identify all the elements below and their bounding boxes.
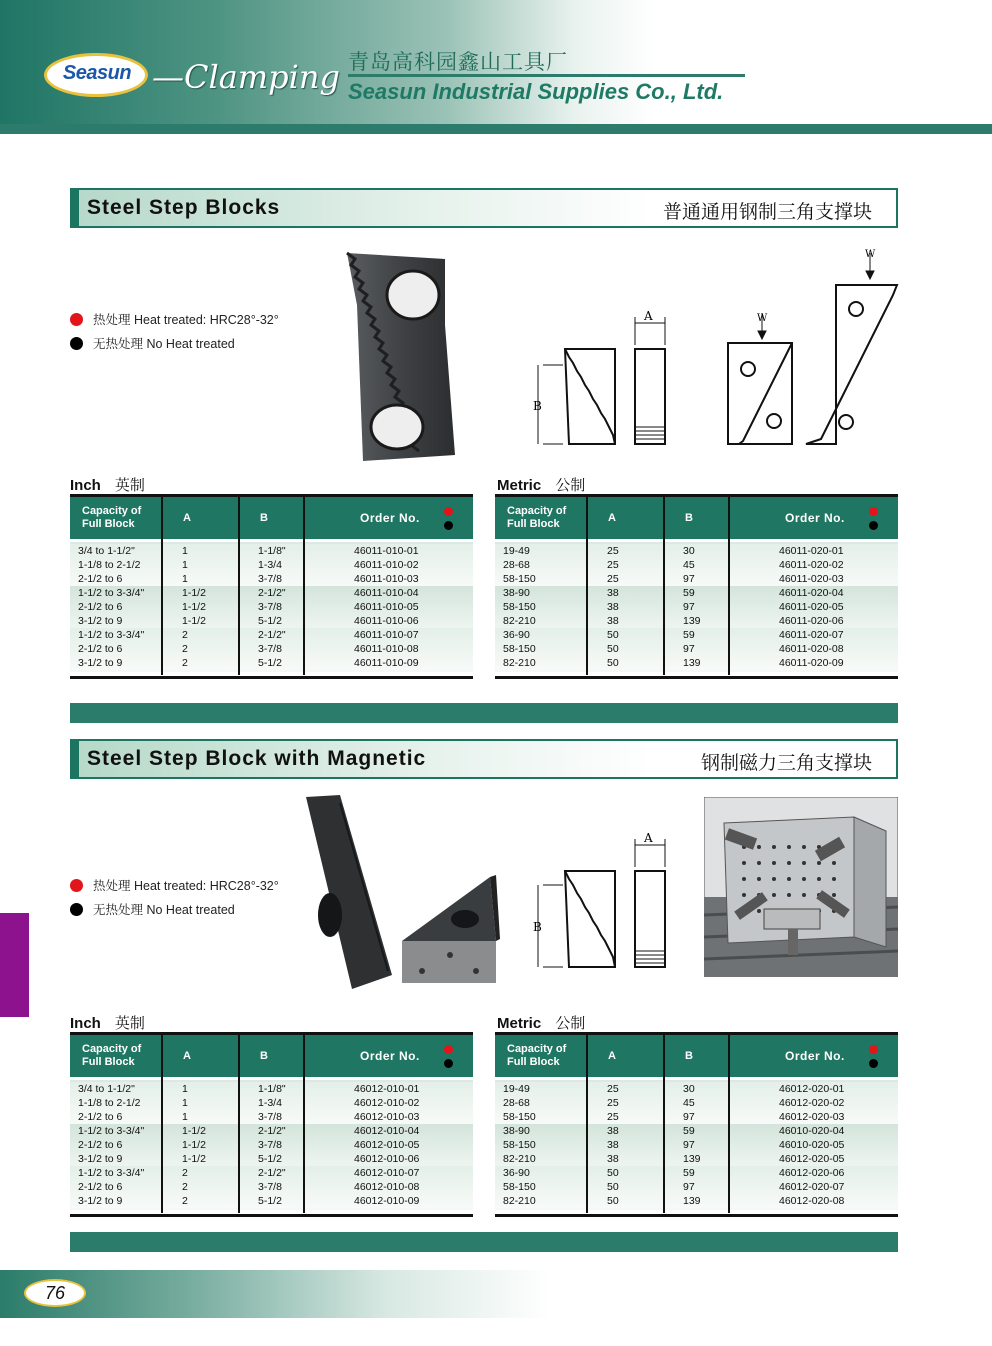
page-number: 76 [24,1279,86,1307]
cell-cap: 3-1/2 to 9 [78,615,123,627]
cell-a: 25 [607,1111,619,1123]
cell-b: 97 [683,1139,695,1151]
cell-cap: 2-1/2 to 6 [78,643,123,655]
header-capacity: Capacity of Full Block [82,1043,142,1068]
section-divider-bar [70,703,898,723]
table-row [70,656,473,670]
cell-order: 46011-010-04 [354,587,419,599]
cell-b: 2-1/2" [258,629,286,641]
cell-order: 46011-010-08 [354,643,419,655]
cell-b: 3-7/8 [258,1181,282,1193]
cell-a: 2 [182,1195,188,1207]
cell-cap: 58-150 [503,643,536,655]
cell-b: 3-7/8 [258,601,282,613]
table-header [495,494,898,539]
cell-order: 46012-010-05 [354,1139,420,1151]
column-separator [728,497,730,675]
cell-order: 46012-010-04 [354,1125,420,1137]
table-row [70,1138,473,1152]
table-row [495,614,898,628]
load-w-label: W [757,313,768,324]
cell-a: 1-1/2 [182,1153,206,1165]
company-name-cn: 青岛高科园鑫山工具厂 [348,51,568,74]
cell-a: 1-1/2 [182,587,206,599]
cell-b: 97 [683,601,695,613]
cell-order: 46011-020-05 [779,601,844,613]
table-row [495,656,898,670]
cell-cap: 58-150 [503,1139,536,1151]
cell-a: 2 [182,1167,188,1179]
cell-cap: 2-1/2 to 6 [78,573,123,585]
cell-a: 38 [607,1139,619,1151]
legend-not-heat-treated: 无热处理 No Heat treated [93,903,235,917]
cell-b: 5-1/2 [258,1153,282,1165]
cell-cap: 1-1/8 to 2-1/2 [78,1097,141,1109]
cell-cap: 3-1/2 to 9 [78,1195,123,1207]
cell-order: 46012-010-02 [354,1097,420,1109]
table-row [70,1152,473,1166]
cell-a: 2 [182,1181,188,1193]
table-row [70,586,473,600]
table-bottom-rule [70,676,473,679]
cell-order: 46012-020-01 [779,1083,845,1095]
cell-b: 3-7/8 [258,1111,282,1123]
header-order-no: Order No. [785,1049,845,1063]
cell-order: 46011-010-05 [354,601,419,613]
section-title-cn: 普通通用钢制三角支撑块 [662,202,872,223]
table-row [70,1082,473,1096]
column-separator [663,497,665,675]
table-row [495,1152,898,1166]
cell-b: 1-3/4 [258,1097,282,1109]
cell-a: 50 [607,629,619,641]
cell-cap: 2-1/2 to 6 [78,601,123,613]
header-capacity: Capacity of Full Block [507,1043,567,1068]
black-dot-icon [444,521,453,530]
cell-order: 46012-010-07 [354,1167,420,1179]
cell-cap: 1-1/2 to 3-3/4" [78,587,145,599]
cell-a: 2 [182,657,188,669]
cell-a: 1 [182,1111,188,1123]
cell-order: 46011-010-02 [354,559,419,571]
red-dot-icon [444,1045,453,1054]
cell-cap: 1-1/2 to 3-3/4" [78,1125,145,1137]
cell-cap: 58-150 [503,1111,536,1123]
table-bottom-rule [495,676,898,679]
cell-a: 38 [607,1153,619,1165]
red-dot-icon [70,879,83,892]
cell-b: 59 [683,587,695,599]
dim-a-label: A [644,831,653,845]
brand-logo-text: Seasun [62,62,132,84]
cell-order: 46011-020-09 [779,657,844,669]
table-row [495,600,898,614]
table-header [70,1032,473,1077]
load-w-label-2: W [865,249,876,260]
table-row [495,1138,898,1152]
cell-a: 50 [607,1167,619,1179]
column-separator [238,1035,240,1213]
cell-b: 139 [683,657,701,669]
cell-b: 97 [683,643,695,655]
header-capacity: Capacity of Full Block [82,505,142,530]
cell-b: 45 [683,559,695,571]
cell-a: 1 [182,573,188,585]
magnetic-step-block-photo [300,795,510,995]
cell-order: 46011-010-07 [354,629,419,641]
header-b: B [685,512,693,524]
black-dot-icon [444,1059,453,1068]
cell-b: 45 [683,1097,695,1109]
black-dot-icon [70,903,83,916]
cell-cap: 3/4 to 1-1/2" [78,545,135,557]
table-header [495,1032,898,1077]
table-row [495,1180,898,1194]
cell-cap: 2-1/2 to 6 [78,1139,123,1151]
section-title-steel-step-blocks [70,188,898,228]
cell-b: 139 [683,1153,701,1165]
table-row [70,1110,473,1124]
cell-cap: 1-1/2 to 3-3/4" [78,1167,145,1179]
cell-a: 25 [607,559,619,571]
cell-cap: 3/4 to 1-1/2" [78,1083,135,1095]
application-photo [704,797,898,977]
metric-label: Metric 公制 [497,1015,586,1032]
cell-a: 1-1/2 [182,601,206,613]
table-row [495,586,898,600]
column-separator [303,1035,305,1213]
cell-b: 59 [683,629,695,641]
section-title-en: Steel Step Blocks [87,196,281,219]
cell-a: 25 [607,545,619,557]
cell-order: 46011-010-06 [354,615,419,627]
cell-order: 46012-010-03 [354,1111,420,1123]
cell-a: 25 [607,573,619,585]
table-bottom-rule [495,1214,898,1217]
cell-order: 46012-010-09 [354,1195,420,1207]
table-inch-steel-step-blocks [70,494,473,672]
cell-a: 38 [607,615,619,627]
table-row [70,1166,473,1180]
cell-order: 46010-020-05 [779,1139,845,1151]
cell-order: 46010-020-04 [779,1125,845,1137]
cell-cap: 2-1/2 to 6 [78,1181,123,1193]
table-row [70,1124,473,1138]
cell-a: 1-1/2 [182,1139,206,1151]
table-row [70,572,473,586]
legend-heat-treated: 热处理 Heat treated: HRC28°-32° [93,879,279,893]
cell-b: 2-1/2" [258,587,286,599]
cell-cap: 82-210 [503,1153,536,1165]
cell-a: 1 [182,1097,188,1109]
cell-cap: 3-1/2 to 9 [78,1153,123,1165]
red-dot-icon [444,507,453,516]
cell-order: 46011-020-08 [779,643,844,655]
header-a: A [183,512,191,524]
header-b: B [685,1050,693,1062]
black-dot-icon [869,521,878,530]
black-dot-icon [869,1059,878,1068]
header-order-no: Order No. [360,1049,420,1063]
cell-a: 1 [182,545,188,557]
cell-cap: 3-1/2 to 9 [78,657,123,669]
cell-a: 38 [607,1125,619,1137]
column-separator [728,1035,730,1213]
cell-order: 46012-020-03 [779,1111,845,1123]
cell-order: 46011-020-03 [779,573,844,585]
cell-b: 1-1/8" [258,1083,286,1095]
company-name-en: Seasun Industrial Supplies Co., Ltd. [348,79,724,104]
cell-b: 3-7/8 [258,573,282,585]
cell-order: 46012-020-02 [779,1097,845,1109]
table-row [495,1124,898,1138]
dim-b-label: B [533,399,542,413]
cell-order: 46012-010-01 [354,1083,420,1095]
table-row [495,572,898,586]
cell-b: 2-1/2" [258,1167,286,1179]
cell-order: 46011-020-06 [779,615,844,627]
inch-label: Inch 英制 [70,477,145,494]
black-dot-icon [70,337,83,350]
cell-a: 1-1/2 [182,615,206,627]
header-order-no: Order No. [785,511,845,525]
cell-order: 46011-020-04 [779,587,844,599]
cell-b: 97 [683,1111,695,1123]
table-body [70,542,473,672]
cell-b: 30 [683,545,695,557]
cell-order: 46011-020-01 [779,545,844,557]
table-row [495,544,898,558]
table-row [495,642,898,656]
table-row [70,628,473,642]
cell-order: 46011-010-03 [354,573,419,585]
table-row [495,1096,898,1110]
metric-label: Metric 公制 [497,477,586,494]
header-capacity: Capacity of Full Block [507,505,567,530]
cell-cap: 28-68 [503,1097,530,1109]
cell-b: 1-1/8" [258,545,286,557]
cell-cap: 58-150 [503,601,536,613]
cell-cap: 1-1/2 to 3-3/4" [78,629,145,641]
section-divider-bar [70,1232,898,1252]
cell-cap: 1-1/8 to 2-1/2 [78,559,141,571]
column-separator [303,497,305,675]
cell-a: 1 [182,559,188,571]
header-order-no: Order No. [360,511,420,525]
table-row [70,1194,473,1208]
cell-cap: 38-90 [503,1125,530,1137]
cell-a: 50 [607,643,619,655]
cell-b: 5-1/2 [258,1195,282,1207]
header-a: A [608,1050,616,1062]
table-row [495,558,898,572]
header-b: B [260,1050,268,1062]
heat-treatment-legend [70,873,279,921]
cell-cap: 28-68 [503,559,530,571]
inch-label: Inch 英制 [70,1015,145,1032]
table-header [70,494,473,539]
cell-cap: 19-49 [503,1083,530,1095]
cell-b: 97 [683,573,695,585]
column-separator [663,1035,665,1213]
table-bottom-rule [70,1214,473,1217]
cell-cap: 36-90 [503,629,530,641]
heat-treatment-legend [70,307,279,355]
table-inch-magnetic-step-block [70,1032,473,1210]
table-row [495,628,898,642]
column-separator [161,497,163,675]
cell-cap: 82-210 [503,1195,536,1207]
cell-b: 59 [683,1125,695,1137]
table-body [495,542,898,672]
cell-a: 50 [607,1195,619,1207]
cell-a: 1-1/2 [182,1125,206,1137]
cell-order: 46011-020-02 [779,559,844,571]
cell-b: 139 [683,1195,701,1207]
cell-b: 30 [683,1083,695,1095]
column-separator [586,497,588,675]
cell-order: 46012-020-06 [779,1167,845,1179]
column-separator [586,1035,588,1213]
table-body [495,1080,898,1210]
cell-order: 46012-020-07 [779,1181,845,1193]
cell-cap: 19-49 [503,545,530,557]
cell-b: 3-7/8 [258,1139,282,1151]
table-metric-steel-step-blocks [495,494,898,672]
legend-heat-treated: 热处理 Heat treated: HRC28°-32° [93,313,279,327]
cell-order: 46012-020-05 [779,1153,845,1165]
header-stripe [0,124,992,134]
header-b: B [260,512,268,524]
red-dot-icon [869,507,878,516]
legend-not-heat-treated: 无热处理 No Heat treated [93,337,235,351]
table-row [70,1096,473,1110]
cell-a: 1 [182,1083,188,1095]
cell-a: 2 [182,629,188,641]
cell-cap: 58-150 [503,1181,536,1193]
table-body [70,1080,473,1210]
cell-cap: 2-1/2 to 6 [78,1111,123,1123]
table-row [495,1166,898,1180]
brand-suffix: —Clamping [152,58,340,96]
cell-order: 46011-010-09 [354,657,419,669]
column-separator [161,1035,163,1213]
section-title-cn: 钢制磁力三角支撑块 [700,753,872,774]
chapter-side-tab [0,913,29,1017]
table-row [495,1194,898,1208]
table-row [70,600,473,614]
cell-cap: 36-90 [503,1167,530,1179]
cell-b: 3-7/8 [258,643,282,655]
cell-b: 139 [683,615,701,627]
step-block-drawing [525,245,900,455]
cell-b: 1-3/4 [258,559,282,571]
table-row [495,1082,898,1096]
cell-cap: 82-210 [503,615,536,627]
cell-order: 46011-010-01 [354,545,419,557]
red-dot-icon [869,1045,878,1054]
column-separator [238,497,240,675]
cell-a: 50 [607,1181,619,1193]
red-dot-icon [70,313,83,326]
dim-b-label: B [533,920,542,934]
cell-a: 2 [182,643,188,655]
table-row [495,1110,898,1124]
cell-b: 5-1/2 [258,657,282,669]
table-row [70,544,473,558]
dim-a-label: A [644,309,653,323]
header-a: A [183,1050,191,1062]
cell-a: 25 [607,1097,619,1109]
step-block-photo [335,245,465,465]
cell-b: 2-1/2" [258,1125,286,1137]
table-row [70,614,473,628]
cell-b: 5-1/2 [258,615,282,627]
magnetic-step-block-drawing [525,825,675,975]
cell-order: 46012-010-08 [354,1181,420,1193]
company-divider [348,74,745,77]
cell-a: 50 [607,657,619,669]
cell-order: 46012-010-06 [354,1153,420,1165]
cell-cap: 58-150 [503,573,536,585]
table-row [70,558,473,572]
cell-order: 46011-020-07 [779,629,844,641]
header-a: A [608,512,616,524]
cell-b: 97 [683,1181,695,1193]
cell-b: 59 [683,1167,695,1179]
table-row [70,1180,473,1194]
section-title-en: Steel Step Block with Magnetic [87,747,427,770]
cell-order: 46012-020-08 [779,1195,845,1207]
cell-a: 38 [607,587,619,599]
cell-cap: 38-90 [503,587,530,599]
table-metric-magnetic-step-block [495,1032,898,1210]
cell-cap: 82-210 [503,657,536,669]
section-title-steel-step-block-magnetic [70,739,898,779]
table-row [70,642,473,656]
cell-a: 38 [607,601,619,613]
cell-a: 25 [607,1083,619,1095]
